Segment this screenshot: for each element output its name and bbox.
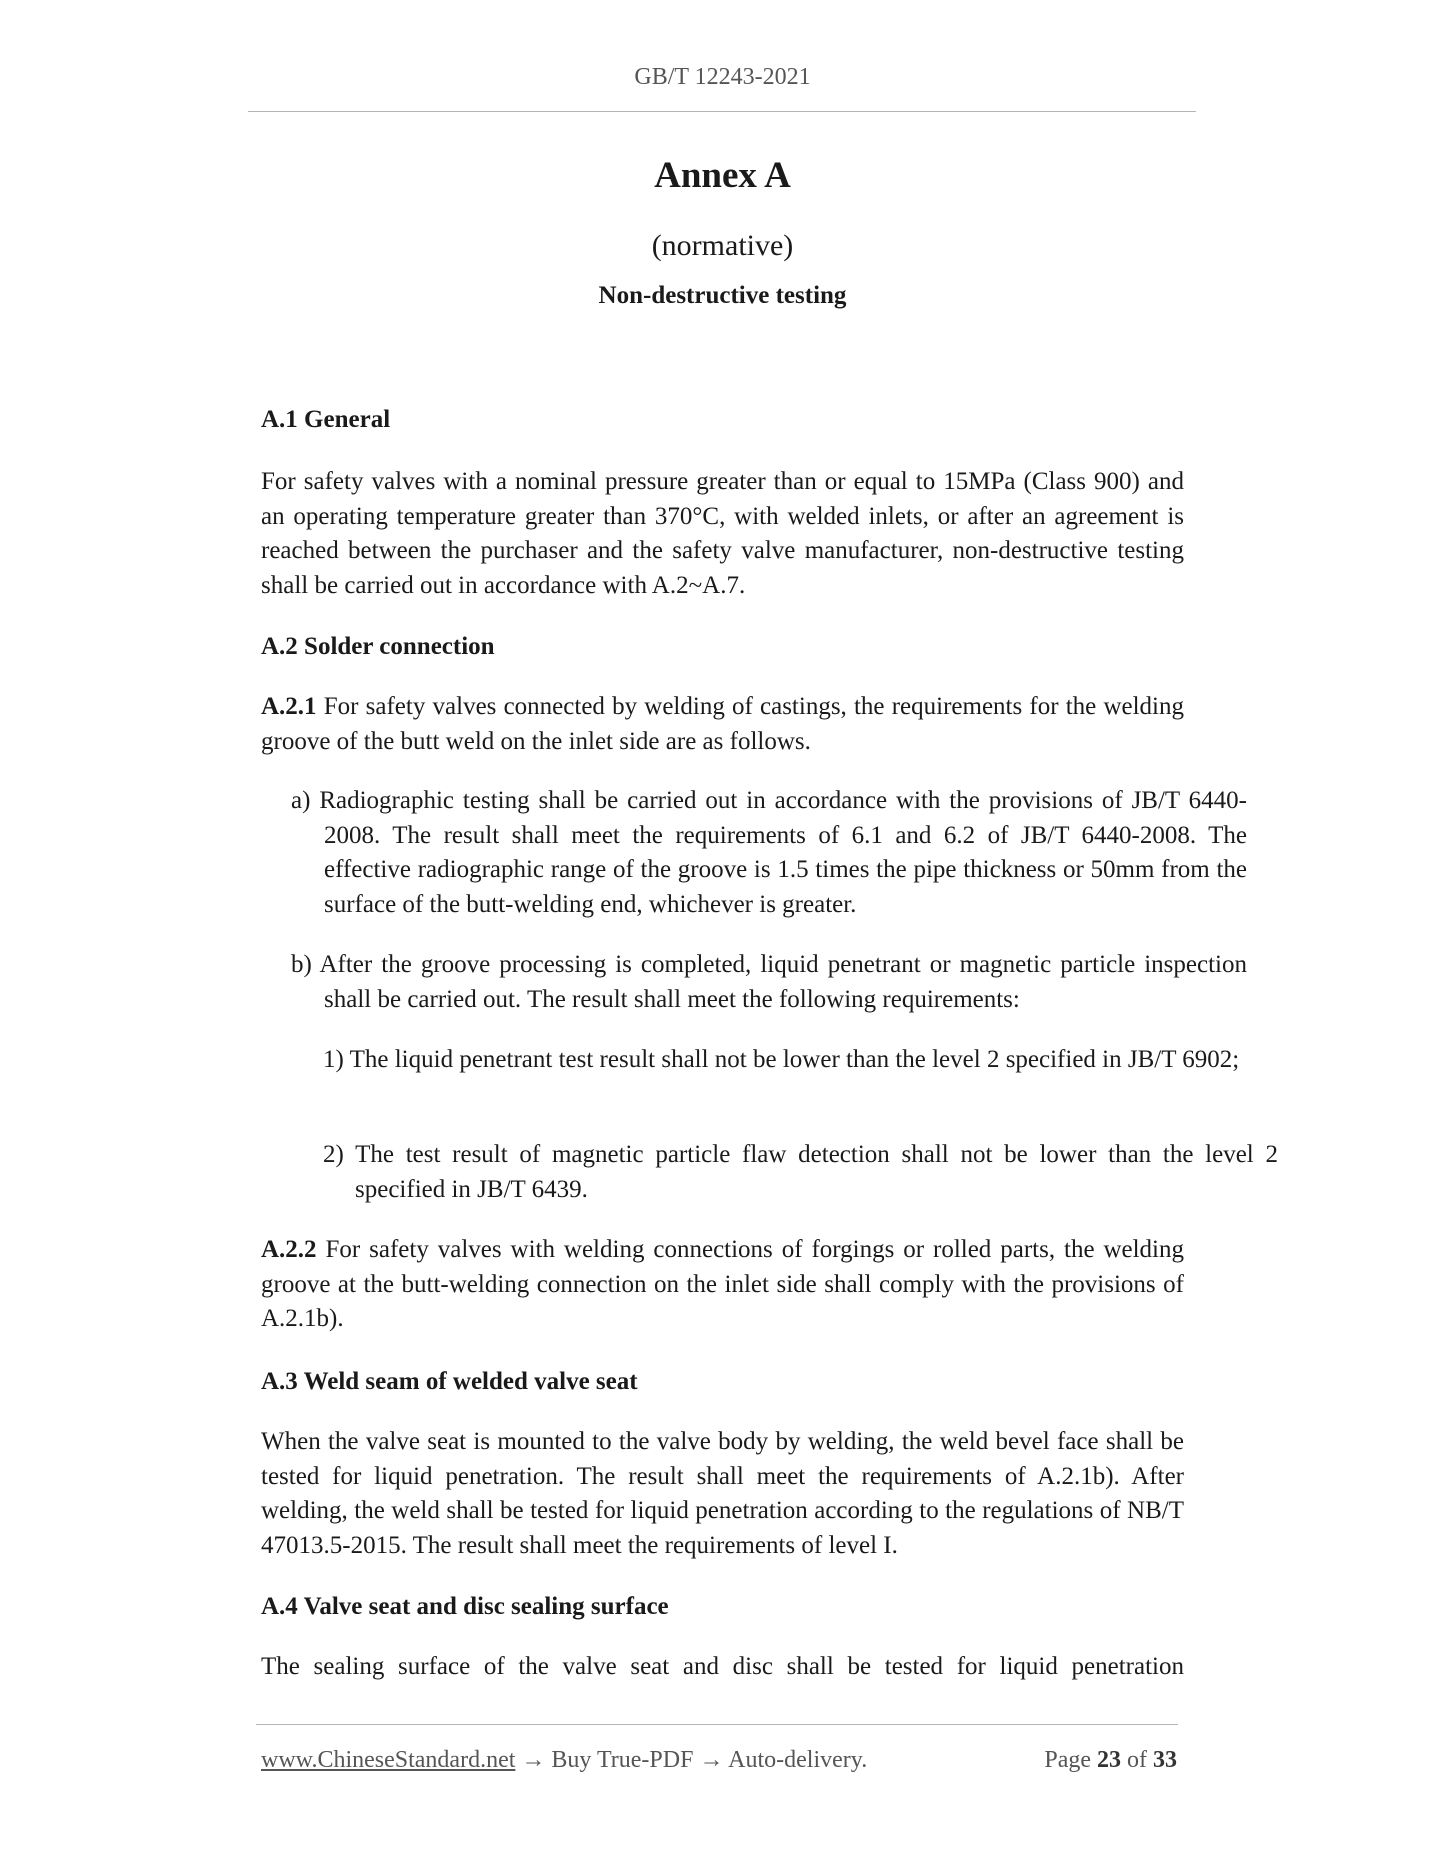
footer-promo [261, 1747, 867, 1774]
arrow-right-icon: → [515, 1747, 552, 1773]
website-link[interactable]: www.ChineseStandard.net [261, 1747, 516, 1773]
section-heading-a2: A.2 Solder connection [261, 633, 495, 660]
delivery-text: Auto-delivery. [728, 1747, 868, 1773]
clause-a22 [261, 1233, 1184, 1337]
list-item-b1: 1) The liquid penetrant test result shall not be lower than the level 2 specified in JB/T 6902; [323, 1046, 1240, 1073]
clause-text: For safety valves with welding connections of forgings or rolled parts, the welding groove at the butt-welding connection on the inlet side shall comply with the provisions of A.2.1b). [261, 1236, 1184, 1332]
page-number [1044, 1747, 1177, 1774]
total-pages: 33 [1153, 1747, 1177, 1773]
clause-a21 [261, 690, 1184, 759]
clause-text: For safety valves connected by welding of castings, the requirements for the welding groove of the butt weld on the inlet side are as follows. [261, 693, 1184, 755]
section-a3-text: When the valve seat is mounted to the valve body by welding, the weld bevel face shall be tested for liquid penetration. The result shall meet the requirements of A.2.1b). After welding, the weld shall be tested for liquid penetration according to the regulations of NB/T 47013.5-2015. The result shall meet the requirements of level I. [261, 1428, 1184, 1559]
of-label: of [1127, 1747, 1147, 1773]
annex-subject: Non-destructive testing [598, 282, 847, 309]
list-item-a: a) Radiographic testing shall be carried out in accordance with the provisions of JB/T 6440-2008. The result shall meet the requirements of 6.1 and 6.2 of JB/T 6440-2008. The effective radiographic range of the groove is 1.5 times the pipe thickness or 50mm from the surface of the butt-welding end, whichever is greater. [291, 787, 1247, 918]
header-divider [248, 111, 1196, 112]
section-heading-a1: A.1 General [261, 406, 391, 433]
arrow-right-icon: → [693, 1747, 729, 1773]
clause-number: A.2.2 [261, 1236, 317, 1263]
list-item-b: b) After the groove processing is completed, liquid penetrant or magnetic particle inspection shall be carried out. The result shall meet the following requirements: [291, 951, 1247, 1013]
section-heading-a4: A.4 Valve seat and disc sealing surface [261, 1593, 669, 1620]
buy-pdf-text: Buy True-PDF [551, 1747, 694, 1773]
section-a4-text: The sealing surface of the valve seat and disc shall be tested for liquid penetration [261, 1653, 1184, 1680]
section-a1-text: For safety valves with a nominal pressure greater than or equal to 15MPa (Class 900) and an operating temperature greater than 370°C, with welded inlets, or after an agreement is reached between the purchaser and the safety valve manufacturer, non-destructive testing shall be carried out in accordance with A.2~A.7. [261, 468, 1184, 599]
page-label: Page [1044, 1747, 1091, 1773]
annex-title: Annex A [654, 155, 791, 196]
annex-type: (normative) [651, 229, 794, 262]
list-item-b2: 2) The test result of magnetic particle flaw detection shall not be lower than the level 2 specified in JB/T 6439. [323, 1141, 1278, 1203]
clause-number: A.2.1 [261, 693, 317, 720]
running-header [0, 64, 1445, 91]
document-id: GB/T 12243-2021 [634, 64, 811, 90]
footer-divider [256, 1724, 1178, 1725]
section-heading-a3: A.3 Weld seam of welded valve seat [261, 1368, 638, 1395]
current-page: 23 [1097, 1747, 1121, 1773]
